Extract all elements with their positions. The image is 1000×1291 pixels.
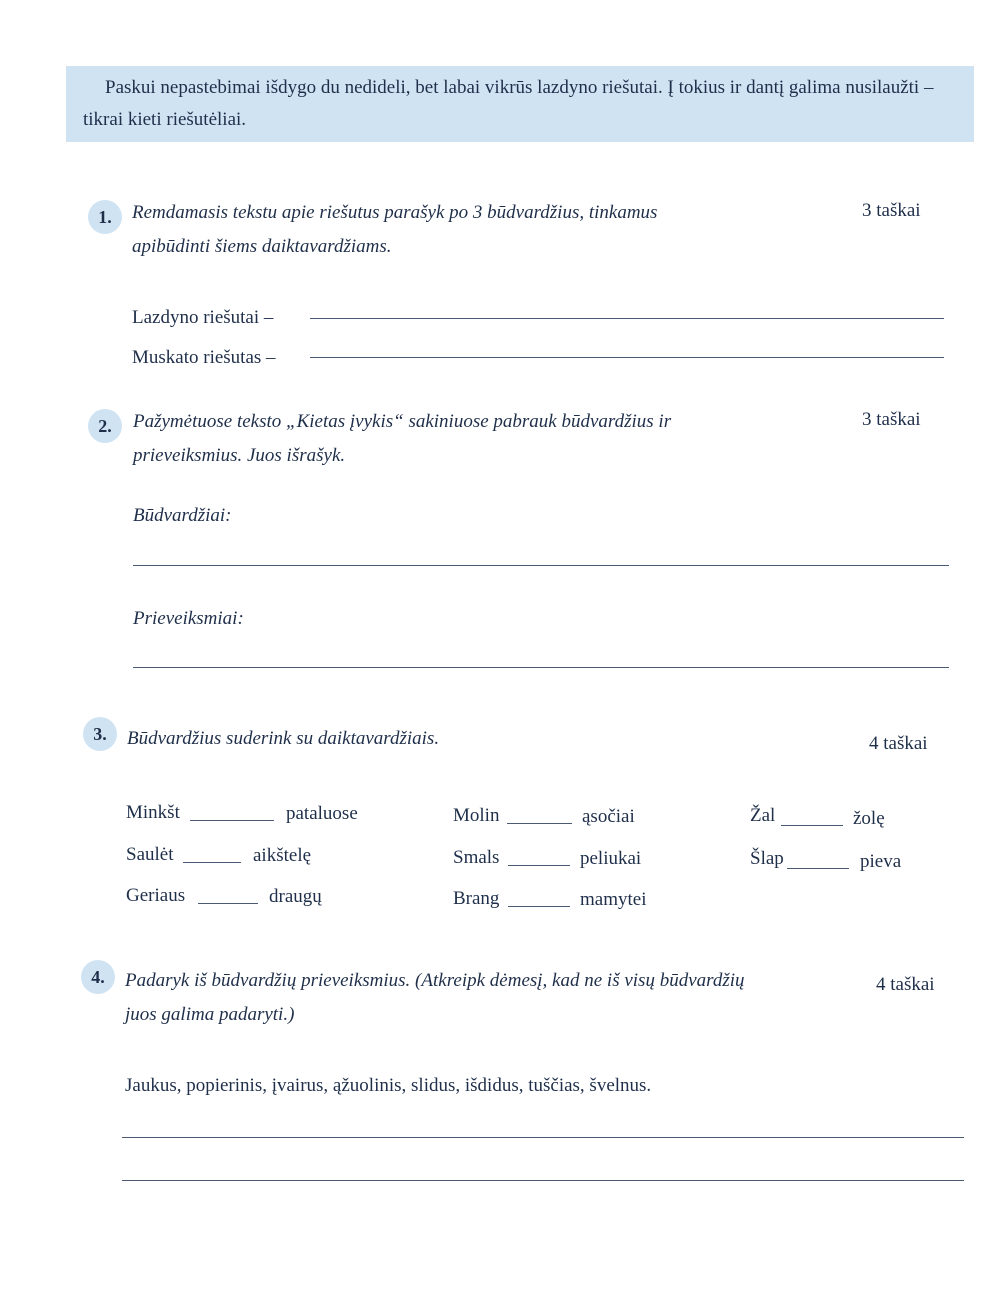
question-4-text: Padaryk iš būdvardžių prieveiksmius. (Atkreipk dėmesį, kad ne iš visų būdvardžių juos galima padaryti.): [125, 970, 745, 1025]
intro-paragraph: Paskui nepastebimai išdygo du nedideli, bet labai vikrūs lazdyno riešutai. Į tokius ir dantį galima nusilaužti – tikrai kieti riešutėliai.: [83, 77, 934, 130]
answer-line-adverbs[interactable]: [133, 667, 949, 668]
adjective-stem: Brang: [453, 888, 500, 909]
adjective-stem: Saulėt: [126, 844, 174, 865]
answer-line-4a[interactable]: [122, 1137, 964, 1138]
adjectives-label: Būdvardžiai:: [133, 505, 232, 526]
question-1-points: 3 taškai: [862, 200, 921, 221]
question-1-text: Remdamasis tekstu apie riešutus parašyk po 3 būdvardžius, tinkamus apibūdinti šiems daiktavardžiams.: [132, 202, 658, 257]
ending-blank[interactable]: [508, 906, 570, 907]
question-4-points: 4 taškai: [876, 974, 935, 995]
field-label-nutmeg: Muskato riešutas –: [132, 347, 276, 368]
ending-blank[interactable]: [198, 903, 258, 904]
word-list: Jaukus, popierinis, įvairus, ąžuolinis, slidus, išdidus, tuščias, švelnus.: [125, 1075, 652, 1096]
noun: pieva: [860, 851, 902, 872]
question-2-number: 2.: [88, 409, 122, 443]
question-2-text: Pažymėtuose teksto „Kietas įvykis“ sakiniuose pabrauk būdvardžius ir prieveiksmius. Juos išrašyk.: [133, 411, 672, 466]
answer-line-adjectives[interactable]: [133, 565, 949, 566]
question-1-number: 1.: [88, 200, 122, 234]
noun: ąsočiai: [582, 806, 635, 827]
noun: mamytei: [580, 889, 647, 910]
noun: peliukai: [580, 848, 642, 869]
adjective-stem: Molin: [453, 805, 500, 826]
noun: pataluose: [286, 803, 358, 824]
noun: aikštelę: [253, 845, 312, 866]
ending-blank[interactable]: [787, 868, 849, 869]
ending-blank[interactable]: [190, 820, 274, 821]
ending-blank[interactable]: [781, 825, 843, 826]
ending-blank[interactable]: [507, 823, 572, 824]
noun: draugų: [269, 886, 322, 907]
question-3-number: 3.: [83, 717, 117, 751]
adjective-stem: Žal: [750, 805, 776, 826]
answer-line-hazelnuts[interactable]: [310, 318, 944, 319]
question-2-points: 3 taškai: [862, 409, 921, 430]
noun: žolę: [853, 808, 885, 829]
question-4-number: 4.: [81, 960, 115, 994]
question-3-text: Būdvardžius suderink su daiktavardžiais.: [127, 728, 440, 749]
ending-blank[interactable]: [508, 865, 570, 866]
question-3-points: 4 taškai: [869, 733, 928, 754]
adjective-stem: Minkšt: [126, 802, 180, 823]
adverbs-label: Prieveiksmiai:: [133, 608, 244, 629]
answer-line-nutmeg[interactable]: [310, 357, 944, 358]
field-label-hazelnuts: Lazdyno riešutai –: [132, 307, 274, 328]
ending-blank[interactable]: [183, 862, 241, 863]
adjective-stem: Smals: [453, 847, 500, 868]
answer-line-4b[interactable]: [122, 1180, 964, 1181]
adjective-stem: Geriaus: [126, 885, 186, 906]
adjective-stem: Šlap: [750, 848, 784, 869]
